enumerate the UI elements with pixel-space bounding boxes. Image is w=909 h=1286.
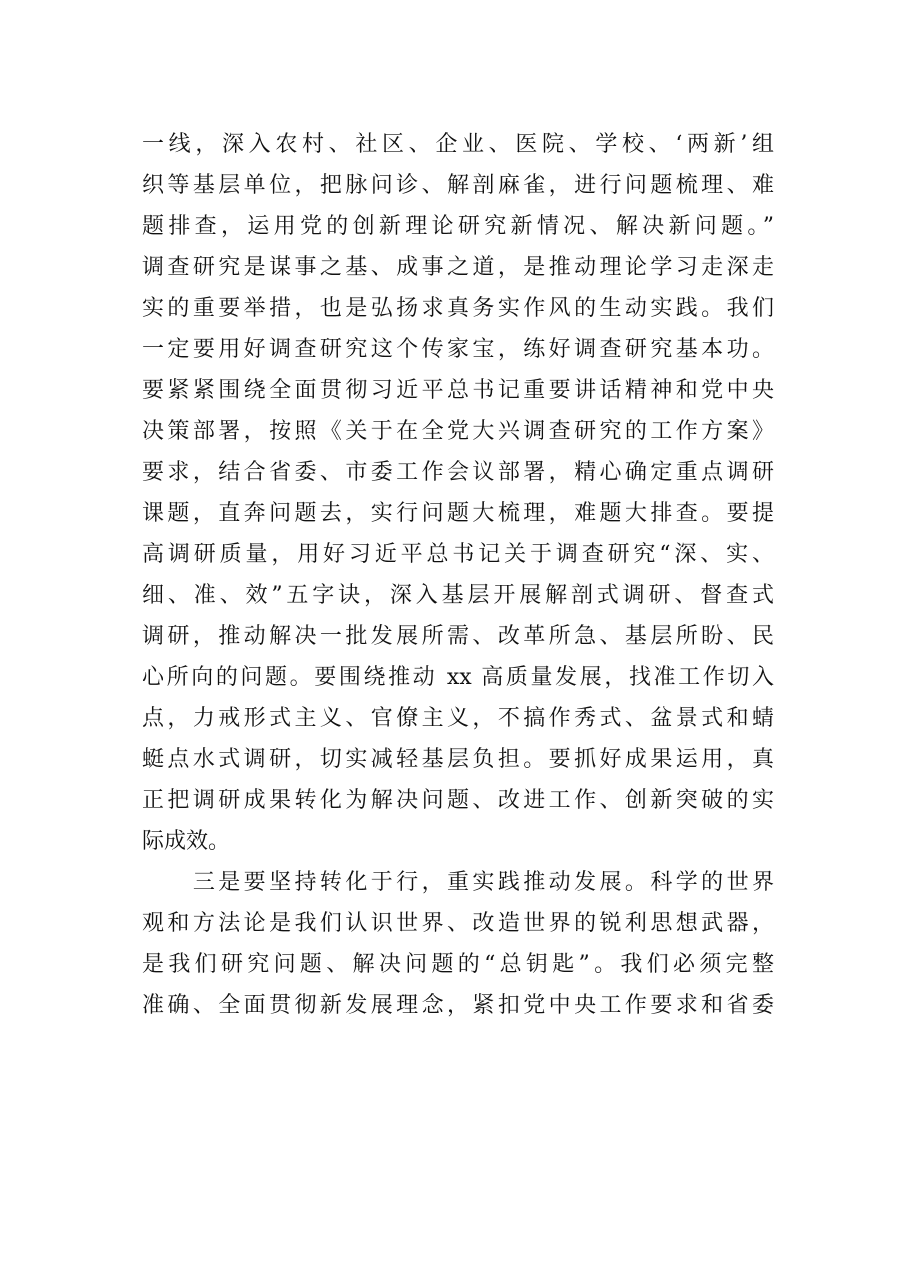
text-line: 蜓点水式调研，切实减轻基层负担。要抓好成果运用，真 <box>142 747 774 772</box>
text-line: 准确、全面贯彻新发展理念，紧扣党中央工作要求和省委 <box>142 993 774 1018</box>
text-line: 要求，结合省委、市委工作会议部署，精心确定重点调研 <box>142 460 774 485</box>
text-line: 一线，深入农村、社区、企业、医院、学校、‘两新’组 <box>142 132 774 157</box>
text-line: 要紧紧围绕全面贯彻习近平总书记重要讲话精神和党中央 <box>142 378 774 403</box>
text-line: 调查研究是谋事之基、成事之道，是推动理论学习走深走 <box>142 255 774 280</box>
text-line: 题排查，运用党的创新理论研究新情况、解决新问题。” <box>142 214 774 239</box>
paragraph-end-line: 际成效。 <box>142 829 231 854</box>
text-line: 实的重要举措，也是弘扬求真务实作风的生动实践。我们 <box>142 296 774 321</box>
text-line: 课题，直奔问题去，实行问题大梳理，难题大排查。要提 <box>142 501 774 526</box>
text-line: 织等基层单位，把脉问诊、解剖麻雀，进行问题梳理、难 <box>142 173 774 198</box>
paragraph-start-line: 三是要坚持转化于行，重实践推动发展。科学的世界 <box>142 870 774 895</box>
text-line: 高调研质量，用好习近平总书记关于调查研究“深、实、 <box>142 542 774 567</box>
text-line: 心所向的问题。要围绕推动 xx 高质量发展，找准工作切入 <box>142 665 774 690</box>
text-line: 点，力戒形式主义、官僚主义，不搞作秀式、盆景式和蜻 <box>142 706 774 731</box>
text-line: 一定要用好调查研究这个传家宝，练好调查研究基本功。 <box>142 337 774 362</box>
text-line: 调研，推动解决一批发展所需、改革所急、基层所盼、民 <box>142 624 774 649</box>
text-line: 观和方法论是我们认识世界、改造世界的锐利思想武器， <box>142 911 774 936</box>
text-line: 正把调研成果转化为解决问题、改进工作、创新突破的实 <box>142 788 774 813</box>
text-line: 决策部署，按照《关于在全党大兴调查研究的工作方案》 <box>142 419 774 444</box>
text-line: 是我们研究问题、解决问题的“总钥匙”。我们必须完整 <box>142 952 774 977</box>
body-text <box>142 124 774 1026</box>
text-line: 细、准、效”五字诀，深入基层开展解剖式调研、督查式 <box>142 583 774 608</box>
